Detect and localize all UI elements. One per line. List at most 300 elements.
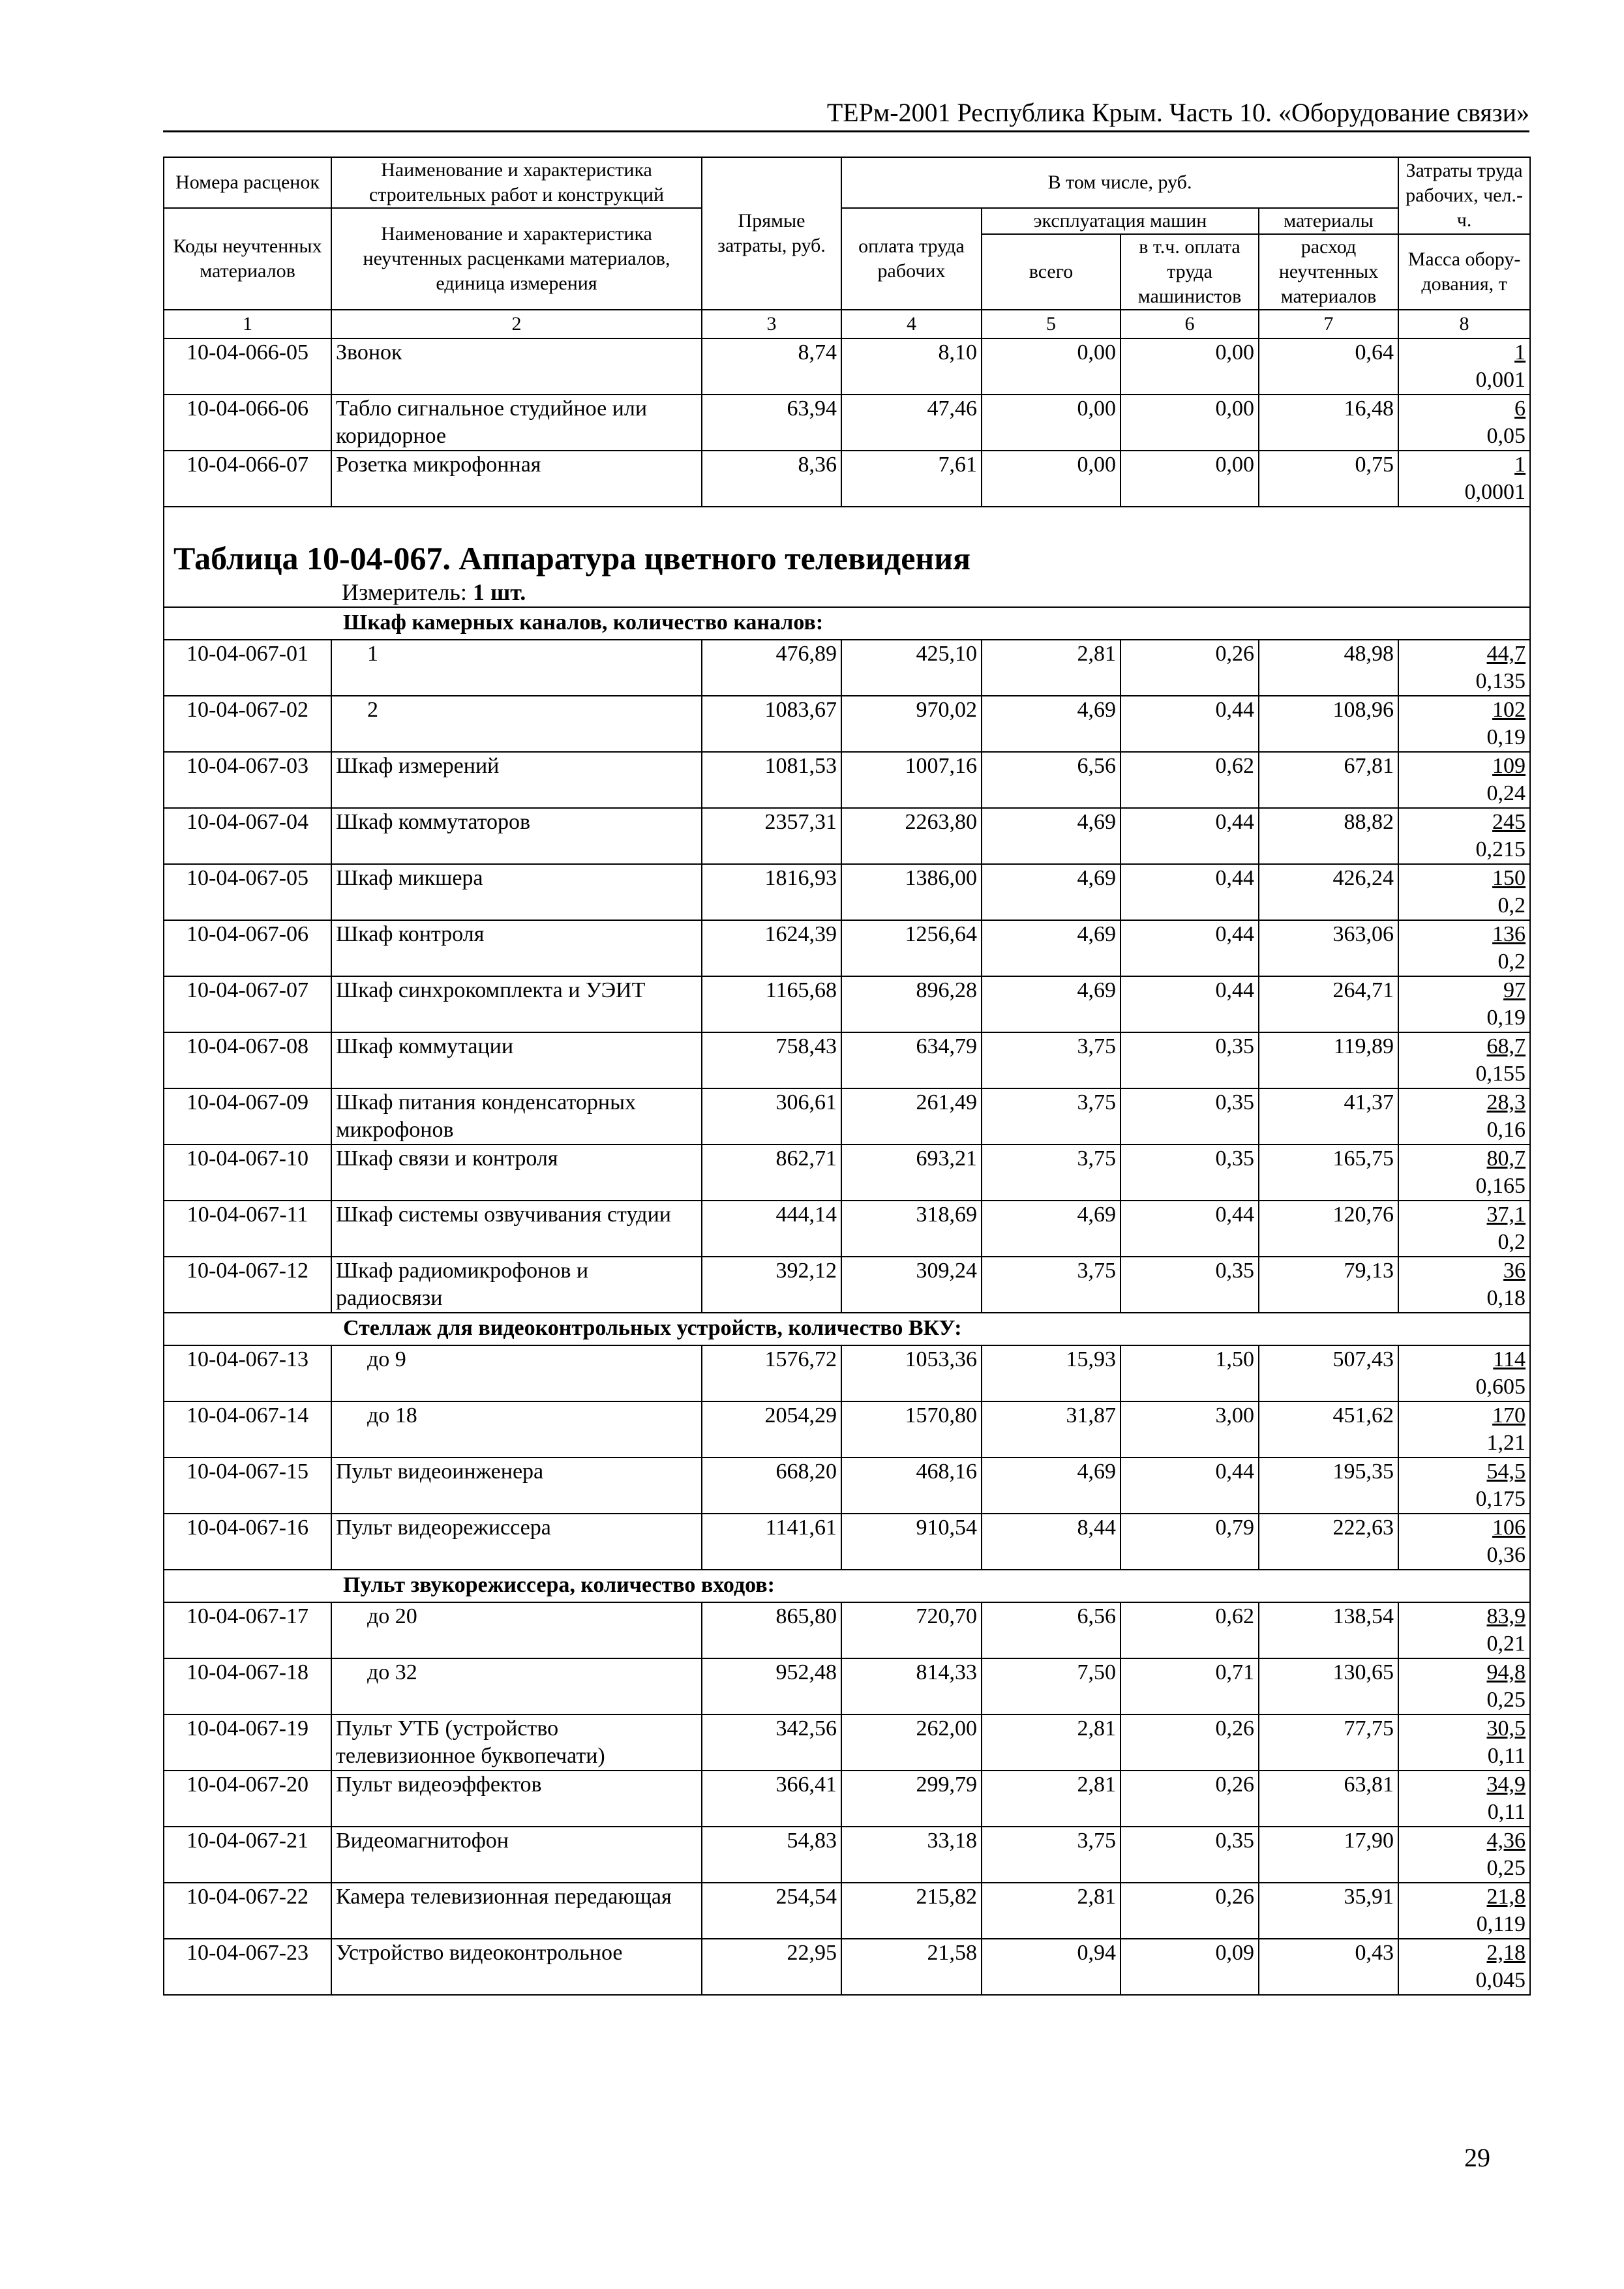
labor-and-mass bbox=[1398, 451, 1530, 507]
table-row bbox=[164, 1771, 1530, 1827]
equipment-mass: 0,19 bbox=[1486, 725, 1526, 749]
labor-and-mass bbox=[1398, 1401, 1530, 1458]
column-index: 1 bbox=[164, 310, 331, 338]
materials-cost: 17,90 bbox=[1259, 1827, 1398, 1883]
equipment-mass: 0,18 bbox=[1486, 1286, 1526, 1310]
machinist-pay: 0,44 bbox=[1120, 920, 1259, 976]
work-name: Пульт видеоинженера bbox=[331, 1458, 702, 1514]
table-row bbox=[164, 1032, 1530, 1088]
rate-code: 10-04-067-03 bbox=[164, 752, 331, 808]
labor-hours: 102 bbox=[1492, 698, 1526, 722]
machines-total: 6,56 bbox=[982, 752, 1120, 808]
machines-total: 8,44 bbox=[982, 1514, 1120, 1570]
table-row bbox=[164, 808, 1530, 864]
machinist-pay: 0,35 bbox=[1120, 1032, 1259, 1088]
labor-and-mass bbox=[1398, 1883, 1530, 1939]
labor-hours: 36 bbox=[1503, 1259, 1526, 1283]
col-machines-total: всего bbox=[982, 234, 1120, 310]
equipment-mass: 0,25 bbox=[1486, 1856, 1526, 1880]
labor-hours: 1 bbox=[1514, 453, 1526, 477]
machines-total: 0,00 bbox=[982, 395, 1120, 451]
table-title-row bbox=[164, 507, 1530, 607]
labor-hours: 109 bbox=[1492, 754, 1526, 778]
materials-cost: 63,81 bbox=[1259, 1771, 1398, 1827]
machinist-pay: 0,62 bbox=[1120, 752, 1259, 808]
direct-costs: 1083,67 bbox=[702, 696, 841, 752]
machines-total: 4,69 bbox=[982, 808, 1120, 864]
machines-total: 4,69 bbox=[982, 1458, 1120, 1514]
labor-hours: 28,3 bbox=[1486, 1090, 1526, 1115]
labor-and-mass bbox=[1398, 1088, 1530, 1144]
rate-code: 10-04-067-17 bbox=[164, 1602, 331, 1658]
materials-cost: 426,24 bbox=[1259, 864, 1398, 920]
table-row bbox=[164, 920, 1530, 976]
machines-total: 2,81 bbox=[982, 1883, 1120, 1939]
equipment-mass: 0,11 bbox=[1487, 1800, 1526, 1824]
equipment-mass: 0,2 bbox=[1497, 950, 1526, 974]
equipment-mass: 0,0001 bbox=[1464, 480, 1526, 504]
labor-and-mass bbox=[1398, 1345, 1530, 1401]
section-title: Шкаф камерных каналов, количество каналов: bbox=[164, 607, 1530, 640]
table-header bbox=[164, 157, 1530, 338]
table-row bbox=[164, 1401, 1530, 1458]
labor-hours: 136 bbox=[1492, 922, 1526, 946]
column-index: 3 bbox=[702, 310, 841, 338]
labor-hours: 150 bbox=[1492, 866, 1526, 890]
worker-pay: 1386,00 bbox=[841, 864, 982, 920]
worker-pay: 814,33 bbox=[841, 1658, 982, 1714]
machinist-pay: 3,00 bbox=[1120, 1401, 1259, 1458]
worker-pay: 2263,80 bbox=[841, 808, 982, 864]
labor-and-mass bbox=[1398, 1201, 1530, 1257]
materials-cost: 35,91 bbox=[1259, 1883, 1398, 1939]
labor-and-mass bbox=[1398, 1771, 1530, 1827]
equipment-mass: 0,19 bbox=[1486, 1006, 1526, 1030]
machinist-pay: 0,00 bbox=[1120, 338, 1259, 395]
machines-total: 4,69 bbox=[982, 976, 1120, 1032]
work-name: Шкаф питания конденсаторных микрофонов bbox=[331, 1088, 702, 1144]
worker-pay: 910,54 bbox=[841, 1514, 982, 1570]
rate-code: 10-04-067-18 bbox=[164, 1658, 331, 1714]
table-title: Таблица 10-04-067. Аппаратура цветного телевидения bbox=[173, 540, 971, 576]
equipment-mass: 0,165 bbox=[1475, 1174, 1526, 1198]
materials-cost: 120,76 bbox=[1259, 1201, 1398, 1257]
direct-costs: 758,43 bbox=[702, 1032, 841, 1088]
work-name: Пульт видеоэффектов bbox=[331, 1771, 702, 1827]
labor-hours: 4,36 bbox=[1486, 1829, 1526, 1853]
column-index: 8 bbox=[1398, 310, 1530, 338]
worker-pay: 21,58 bbox=[841, 1939, 982, 1995]
materials-cost: 79,13 bbox=[1259, 1257, 1398, 1313]
labor-hours: 68,7 bbox=[1486, 1034, 1526, 1058]
page-number: 29 bbox=[1464, 2143, 1490, 2172]
labor-and-mass bbox=[1398, 395, 1530, 451]
work-name: Видеомагнитофон bbox=[331, 1827, 702, 1883]
equipment-mass: 0,155 bbox=[1475, 1062, 1526, 1086]
work-name: Шкаф связи и контроля bbox=[331, 1144, 702, 1201]
labor-hours: 170 bbox=[1492, 1403, 1526, 1428]
worker-pay: 468,16 bbox=[841, 1458, 982, 1514]
equipment-mass: 0,135 bbox=[1475, 669, 1526, 693]
direct-costs: 1816,93 bbox=[702, 864, 841, 920]
machines-total: 4,69 bbox=[982, 920, 1120, 976]
col-rate-numbers: Номера расценок bbox=[164, 157, 331, 208]
direct-costs: 366,41 bbox=[702, 1771, 841, 1827]
table-row bbox=[164, 1144, 1530, 1201]
machines-total: 2,81 bbox=[982, 1771, 1120, 1827]
direct-costs: 952,48 bbox=[702, 1658, 841, 1714]
machines-total: 4,69 bbox=[982, 864, 1120, 920]
worker-pay: 8,10 bbox=[841, 338, 982, 395]
worker-pay: 720,70 bbox=[841, 1602, 982, 1658]
machines-total: 7,50 bbox=[982, 1658, 1120, 1714]
rate-code: 10-04-067-23 bbox=[164, 1939, 331, 1995]
materials-cost: 507,43 bbox=[1259, 1345, 1398, 1401]
section-header-row bbox=[164, 1570, 1530, 1602]
equipment-mass: 0,2 bbox=[1497, 893, 1526, 918]
work-name: Шкаф микшера bbox=[331, 864, 702, 920]
col-work-name: Наименование и характеристика строительных работ и конструкций bbox=[331, 157, 702, 208]
labor-and-mass bbox=[1398, 696, 1530, 752]
materials-cost: 77,75 bbox=[1259, 1714, 1398, 1771]
materials-cost: 0,64 bbox=[1259, 338, 1398, 395]
table-row bbox=[164, 1658, 1530, 1714]
materials-cost: 264,71 bbox=[1259, 976, 1398, 1032]
labor-and-mass bbox=[1398, 976, 1530, 1032]
labor-hours: 94,8 bbox=[1486, 1660, 1526, 1684]
work-name: Шкаф системы озвучивания студии bbox=[331, 1201, 702, 1257]
materials-cost: 67,81 bbox=[1259, 752, 1398, 808]
col-labor-hours: Затраты труда рабочих, чел.-ч. bbox=[1398, 157, 1530, 234]
worker-pay: 7,61 bbox=[841, 451, 982, 507]
worker-pay: 261,49 bbox=[841, 1088, 982, 1144]
work-name: Звонок bbox=[331, 338, 702, 395]
table-row bbox=[164, 976, 1530, 1032]
equipment-mass: 0,001 bbox=[1475, 368, 1526, 392]
equipment-mass: 0,11 bbox=[1487, 1744, 1526, 1768]
labor-hours: 114 bbox=[1493, 1347, 1526, 1371]
section-header-row bbox=[164, 1313, 1530, 1345]
direct-costs: 2054,29 bbox=[702, 1401, 841, 1458]
equipment-mass: 0,119 bbox=[1476, 1912, 1526, 1936]
col-machines: эксплуатация машин bbox=[982, 208, 1259, 234]
direct-costs: 54,83 bbox=[702, 1827, 841, 1883]
table-row bbox=[164, 696, 1530, 752]
labor-and-mass bbox=[1398, 1144, 1530, 1201]
section-title: Пульт звукорежиссера, количество входов: bbox=[164, 1570, 1530, 1602]
rate-code: 10-04-067-08 bbox=[164, 1032, 331, 1088]
labor-hours: 245 bbox=[1492, 810, 1526, 834]
machinist-pay: 0,09 bbox=[1120, 1939, 1259, 1995]
worker-pay: 262,00 bbox=[841, 1714, 982, 1771]
worker-pay: 970,02 bbox=[841, 696, 982, 752]
rate-code: 10-04-067-12 bbox=[164, 1257, 331, 1313]
rates-table bbox=[163, 157, 1531, 1996]
rate-code: 10-04-067-04 bbox=[164, 808, 331, 864]
materials-cost: 363,06 bbox=[1259, 920, 1398, 976]
machines-total: 6,56 bbox=[982, 1602, 1120, 1658]
direct-costs: 63,94 bbox=[702, 395, 841, 451]
labor-and-mass bbox=[1398, 1514, 1530, 1570]
worker-pay: 1053,36 bbox=[841, 1345, 982, 1401]
machinist-pay: 0,79 bbox=[1120, 1514, 1259, 1570]
rate-code: 10-04-066-07 bbox=[164, 451, 331, 507]
table-row bbox=[164, 1201, 1530, 1257]
direct-costs: 1081,53 bbox=[702, 752, 841, 808]
machines-total: 3,75 bbox=[982, 1088, 1120, 1144]
machinist-pay: 0,35 bbox=[1120, 1257, 1259, 1313]
direct-costs: 668,20 bbox=[702, 1458, 841, 1514]
work-name: Пульт видеорежиссера bbox=[331, 1514, 702, 1570]
work-name: Розетка микрофонная bbox=[331, 451, 702, 507]
labor-hours: 6 bbox=[1514, 396, 1526, 421]
col-unaccounted-materials: расход неучтенных материалов bbox=[1259, 234, 1398, 310]
rate-code: 10-04-067-22 bbox=[164, 1883, 331, 1939]
worker-pay: 1256,64 bbox=[841, 920, 982, 976]
machines-total: 4,69 bbox=[982, 1201, 1120, 1257]
column-index: 7 bbox=[1259, 310, 1398, 338]
direct-costs: 2357,31 bbox=[702, 808, 841, 864]
equipment-mass: 0,21 bbox=[1486, 1632, 1526, 1656]
machinist-pay: 0,44 bbox=[1120, 808, 1259, 864]
page-header: ТЕРм-2001 Республика Крым. Часть 10. «Оборудование связи» bbox=[163, 97, 1529, 132]
labor-and-mass bbox=[1398, 1939, 1530, 1995]
labor-hours: 54,5 bbox=[1486, 1459, 1526, 1484]
labor-hours: 1 bbox=[1514, 340, 1526, 365]
rate-code: 10-04-067-14 bbox=[164, 1401, 331, 1458]
machinist-pay: 0,00 bbox=[1120, 395, 1259, 451]
column-index: 5 bbox=[982, 310, 1120, 338]
worker-pay: 299,79 bbox=[841, 1771, 982, 1827]
worker-pay: 1570,80 bbox=[841, 1401, 982, 1458]
labor-and-mass bbox=[1398, 338, 1530, 395]
rate-code: 10-04-067-06 bbox=[164, 920, 331, 976]
worker-pay: 634,79 bbox=[841, 1032, 982, 1088]
table-row bbox=[164, 338, 1530, 395]
table-row bbox=[164, 1883, 1530, 1939]
direct-costs: 1165,68 bbox=[702, 976, 841, 1032]
materials-cost: 130,65 bbox=[1259, 1658, 1398, 1714]
machines-total: 3,75 bbox=[982, 1032, 1120, 1088]
table-row bbox=[164, 1827, 1530, 1883]
machinist-pay: 0,62 bbox=[1120, 1602, 1259, 1658]
equipment-mass: 1,21 bbox=[1486, 1431, 1526, 1455]
machinist-pay: 0,44 bbox=[1120, 864, 1259, 920]
table-row bbox=[164, 451, 1530, 507]
machines-total: 3,75 bbox=[982, 1827, 1120, 1883]
labor-and-mass bbox=[1398, 1458, 1530, 1514]
rate-code: 10-04-067-11 bbox=[164, 1201, 331, 1257]
col-material-codes: Коды неучтенных материалов bbox=[164, 208, 331, 310]
materials-cost: 0,43 bbox=[1259, 1939, 1398, 1995]
machines-total: 0,94 bbox=[982, 1939, 1120, 1995]
work-name: Шкаф контроля bbox=[331, 920, 702, 976]
table-row bbox=[164, 1345, 1530, 1401]
rate-code: 10-04-067-10 bbox=[164, 1144, 331, 1201]
rate-code: 10-04-067-15 bbox=[164, 1458, 331, 1514]
equipment-mass: 0,2 bbox=[1497, 1230, 1526, 1254]
direct-costs: 8,74 bbox=[702, 338, 841, 395]
measure-label: Измеритель: bbox=[342, 579, 467, 605]
labor-hours: 30,5 bbox=[1486, 1716, 1526, 1741]
table-row bbox=[164, 1939, 1530, 1995]
column-index: 2 bbox=[331, 310, 702, 338]
table-body bbox=[164, 338, 1530, 1995]
rate-code: 10-04-067-13 bbox=[164, 1345, 331, 1401]
work-name: до 9 bbox=[331, 1345, 702, 1401]
work-name: Камера телевизионная передающая bbox=[331, 1883, 702, 1939]
rate-code: 10-04-067-05 bbox=[164, 864, 331, 920]
equipment-mass: 0,16 bbox=[1486, 1118, 1526, 1142]
machinist-pay: 0,26 bbox=[1120, 1714, 1259, 1771]
machinist-pay: 1,50 bbox=[1120, 1345, 1259, 1401]
direct-costs: 392,12 bbox=[702, 1257, 841, 1313]
labor-and-mass bbox=[1398, 1032, 1530, 1088]
rate-code: 10-04-067-16 bbox=[164, 1514, 331, 1570]
rate-code: 10-04-067-20 bbox=[164, 1771, 331, 1827]
column-index: 4 bbox=[841, 310, 982, 338]
measure-value: 1 шт. bbox=[472, 579, 526, 605]
rate-code: 10-04-066-06 bbox=[164, 395, 331, 451]
machinist-pay: 0,44 bbox=[1120, 696, 1259, 752]
worker-pay: 693,21 bbox=[841, 1144, 982, 1201]
machinist-pay: 0,44 bbox=[1120, 1458, 1259, 1514]
machinist-pay: 0,44 bbox=[1120, 1201, 1259, 1257]
section-title: Стеллаж для видеоконтрольных устройств, количество ВКУ: bbox=[164, 1313, 1530, 1345]
section-header-row bbox=[164, 607, 1530, 640]
materials-cost: 165,75 bbox=[1259, 1144, 1398, 1201]
worker-pay: 425,10 bbox=[841, 640, 982, 696]
labor-and-mass bbox=[1398, 1714, 1530, 1771]
machinist-pay: 0,35 bbox=[1120, 1144, 1259, 1201]
equipment-mass: 0,25 bbox=[1486, 1688, 1526, 1712]
work-name: Шкаф измерений bbox=[331, 752, 702, 808]
labor-and-mass bbox=[1398, 1602, 1530, 1658]
table-row bbox=[164, 1714, 1530, 1771]
labor-hours: 83,9 bbox=[1486, 1604, 1526, 1628]
col-machinist-pay: в т.ч. оплата труда машинистов bbox=[1120, 234, 1259, 310]
table-row bbox=[164, 864, 1530, 920]
equipment-mass: 0,36 bbox=[1486, 1543, 1526, 1567]
machines-total: 4,69 bbox=[982, 696, 1120, 752]
labor-and-mass bbox=[1398, 920, 1530, 976]
direct-costs: 476,89 bbox=[702, 640, 841, 696]
direct-costs: 862,71 bbox=[702, 1144, 841, 1201]
machinist-pay: 0,00 bbox=[1120, 451, 1259, 507]
work-name: 2 bbox=[331, 696, 702, 752]
work-name: Шкаф коммутации bbox=[331, 1032, 702, 1088]
rate-code: 10-04-067-07 bbox=[164, 976, 331, 1032]
col-including: В том числе, руб. bbox=[841, 157, 1398, 208]
col-equipment-mass: Масса обору-дования, т bbox=[1398, 234, 1530, 310]
col-materials: материалы bbox=[1259, 208, 1398, 234]
materials-cost: 222,63 bbox=[1259, 1514, 1398, 1570]
materials-cost: 195,35 bbox=[1259, 1458, 1398, 1514]
labor-and-mass bbox=[1398, 752, 1530, 808]
equipment-mass: 0,605 bbox=[1475, 1375, 1526, 1399]
work-name: до 18 bbox=[331, 1401, 702, 1458]
materials-cost: 0,75 bbox=[1259, 451, 1398, 507]
work-name: 1 bbox=[331, 640, 702, 696]
direct-costs: 865,80 bbox=[702, 1602, 841, 1658]
machinist-pay: 0,71 bbox=[1120, 1658, 1259, 1714]
machines-total: 0,00 bbox=[982, 338, 1120, 395]
rate-code: 10-04-067-09 bbox=[164, 1088, 331, 1144]
labor-and-mass bbox=[1398, 808, 1530, 864]
machines-total: 3,75 bbox=[982, 1144, 1120, 1201]
worker-pay: 33,18 bbox=[841, 1827, 982, 1883]
col-material-name: Наименование и характеристика неучтенных расценками материалов, единица измерения bbox=[331, 208, 702, 310]
worker-pay: 47,46 bbox=[841, 395, 982, 451]
equipment-mass: 0,05 bbox=[1486, 424, 1526, 448]
worker-pay: 309,24 bbox=[841, 1257, 982, 1313]
materials-cost: 48,98 bbox=[1259, 640, 1398, 696]
work-name: Шкаф радиомикрофонов и радиосвязи bbox=[331, 1257, 702, 1313]
labor-and-mass bbox=[1398, 1658, 1530, 1714]
table-row bbox=[164, 1088, 1530, 1144]
table-row bbox=[164, 1602, 1530, 1658]
materials-cost: 41,37 bbox=[1259, 1088, 1398, 1144]
direct-costs: 8,36 bbox=[702, 451, 841, 507]
work-name: Пульт УТБ (устройство телевизионное буквопечати) bbox=[331, 1714, 702, 1771]
labor-hours: 2,18 bbox=[1486, 1941, 1526, 1965]
column-index-row bbox=[164, 310, 1530, 338]
labor-hours: 34,9 bbox=[1486, 1773, 1526, 1797]
direct-costs: 1624,39 bbox=[702, 920, 841, 976]
machinist-pay: 0,26 bbox=[1120, 1883, 1259, 1939]
work-name: до 20 bbox=[331, 1602, 702, 1658]
direct-costs: 1141,61 bbox=[702, 1514, 841, 1570]
machines-total: 2,81 bbox=[982, 640, 1120, 696]
direct-costs: 444,14 bbox=[702, 1201, 841, 1257]
materials-cost: 138,54 bbox=[1259, 1602, 1398, 1658]
column-index: 6 bbox=[1120, 310, 1259, 338]
rate-code: 10-04-067-19 bbox=[164, 1714, 331, 1771]
direct-costs: 254,54 bbox=[702, 1883, 841, 1939]
work-name: до 32 bbox=[331, 1658, 702, 1714]
table-row bbox=[164, 752, 1530, 808]
machinist-pay: 0,26 bbox=[1120, 1771, 1259, 1827]
labor-and-mass bbox=[1398, 1257, 1530, 1313]
measure-unit bbox=[164, 578, 1529, 606]
work-name: Шкаф синхрокомплекта и УЭИТ bbox=[331, 976, 702, 1032]
work-name: Шкаф коммутаторов bbox=[331, 808, 702, 864]
labor-and-mass bbox=[1398, 864, 1530, 920]
machinist-pay: 0,35 bbox=[1120, 1827, 1259, 1883]
machines-total: 0,00 bbox=[982, 451, 1120, 507]
materials-cost: 88,82 bbox=[1259, 808, 1398, 864]
table-row bbox=[164, 395, 1530, 451]
labor-and-mass bbox=[1398, 1827, 1530, 1883]
table-row bbox=[164, 640, 1530, 696]
worker-pay: 318,69 bbox=[841, 1201, 982, 1257]
labor-hours: 21,8 bbox=[1486, 1885, 1526, 1909]
worker-pay: 215,82 bbox=[841, 1883, 982, 1939]
equipment-mass: 0,175 bbox=[1475, 1487, 1526, 1511]
table-row bbox=[164, 1458, 1530, 1514]
direct-costs: 306,61 bbox=[702, 1088, 841, 1144]
materials-cost: 119,89 bbox=[1259, 1032, 1398, 1088]
equipment-mass: 0,215 bbox=[1475, 837, 1526, 861]
direct-costs: 1576,72 bbox=[702, 1345, 841, 1401]
table-row bbox=[164, 1257, 1530, 1313]
machines-total: 15,93 bbox=[982, 1345, 1120, 1401]
materials-cost: 16,48 bbox=[1259, 395, 1398, 451]
labor-hours: 44,7 bbox=[1486, 642, 1526, 666]
direct-costs: 342,56 bbox=[702, 1714, 841, 1771]
equipment-mass: 0,045 bbox=[1475, 1968, 1526, 1992]
col-worker-pay: оплата труда рабочих bbox=[841, 208, 982, 310]
